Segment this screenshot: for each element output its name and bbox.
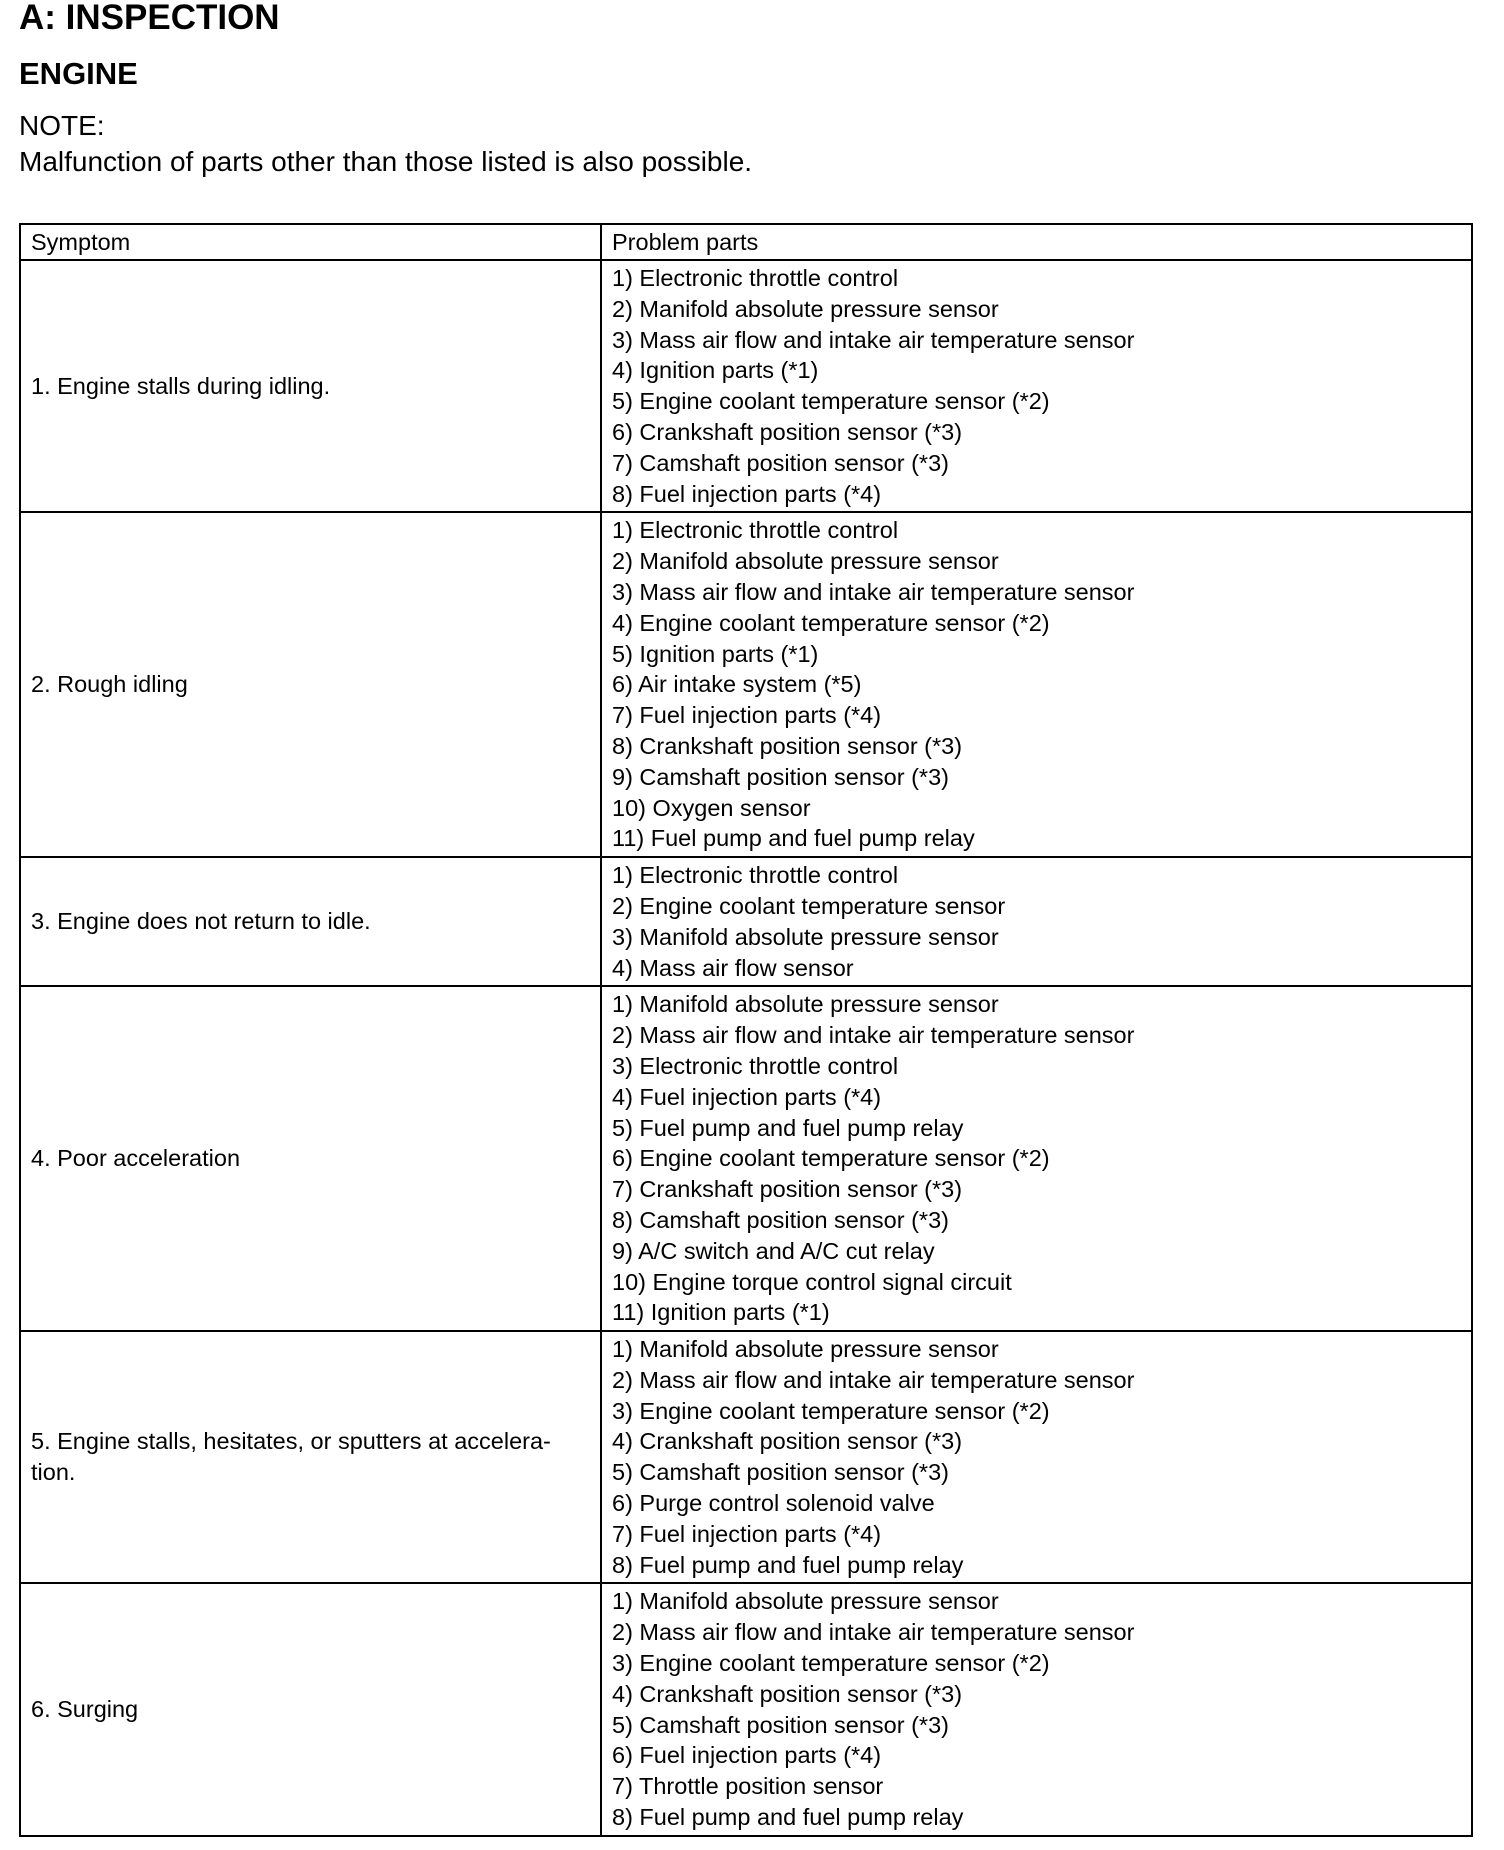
section-heading: A: INSPECTION	[19, 0, 280, 37]
list-item: 8) Crankshaft position sensor (*3)	[612, 732, 963, 759]
list-item: 2) Engine coolant temperature sensor	[612, 892, 1006, 919]
list-item: 4) Mass air flow sensor	[612, 954, 854, 981]
table-row	[20, 260, 1472, 512]
problem-parts-cell	[601, 512, 1472, 857]
list-item: 6) Engine coolant temperature sensor (*2)	[612, 1145, 1050, 1172]
list-item: 1) Manifold absolute pressure sensor	[612, 1588, 999, 1615]
list-item: 10) Oxygen sensor	[612, 794, 811, 821]
problem-parts-cell	[601, 986, 1472, 1331]
list-item: 6) Air intake system (*5)	[612, 671, 862, 698]
list-item: 7) Throttle position sensor	[612, 1773, 884, 1800]
table-row	[20, 1331, 1472, 1583]
list-item: 2) Mass air flow and intake air temperature sensor	[612, 1366, 1135, 1393]
list-item: 1) Electronic throttle control	[612, 517, 899, 544]
table-row	[20, 986, 1472, 1331]
header-symptom: Symptom	[20, 224, 601, 260]
list-item: 3) Mass air flow and intake air temperature sensor	[612, 326, 1135, 353]
list-item: 5) Ignition parts (*1)	[612, 640, 819, 667]
list-item: 2) Mass air flow and intake air temperature sensor	[612, 1619, 1135, 1646]
list-item: 8) Camshaft position sensor (*3)	[612, 1206, 949, 1233]
list-item: 1) Electronic throttle control	[612, 265, 899, 291]
symptom-line: 5. Engine stalls, hesitates, or sputters at accelera-	[31, 1428, 551, 1455]
table-row	[20, 512, 1472, 857]
symptom-cell: 1. Engine stalls during idling.	[20, 260, 601, 512]
problem-parts-cell	[601, 260, 1472, 512]
list-item: 10) Engine torque control signal circuit	[612, 1268, 1012, 1295]
list-item: 7) Crankshaft position sensor (*3)	[612, 1176, 963, 1203]
symptom-cell: 3. Engine does not return to idle.	[20, 857, 601, 986]
note-label: NOTE:	[19, 110, 105, 141]
list-item: 3) Mass air flow and intake air temperature sensor	[612, 578, 1135, 605]
list-item: 4) Crankshaft position sensor (*3)	[612, 1428, 963, 1455]
table-header-row	[20, 224, 1472, 260]
parts-list	[612, 860, 1461, 983]
list-item: 2) Mass air flow and intake air temperature sensor	[612, 1022, 1135, 1049]
parts-list	[612, 1586, 1461, 1832]
list-item: 2) Manifold absolute pressure sensor	[612, 295, 999, 322]
symptom-cell: 2. Rough idling	[20, 512, 601, 857]
list-item: 11) Ignition parts (*1)	[612, 1299, 830, 1326]
list-item: 9) A/C switch and A/C cut relay	[612, 1237, 935, 1264]
list-item: 7) Fuel injection parts (*4)	[612, 1520, 882, 1547]
note-text: Malfunction of parts other than those listed is also possible.	[19, 146, 753, 177]
list-item: 4) Fuel injection parts (*4)	[612, 1083, 882, 1110]
symptom-line: tion.	[31, 1459, 76, 1486]
list-item: 7) Fuel injection parts (*4)	[612, 702, 882, 729]
list-item: 6) Fuel injection parts (*4)	[612, 1742, 882, 1769]
list-item: 5) Camshaft position sensor (*3)	[612, 1459, 949, 1486]
parts-list	[612, 1334, 1461, 1580]
document-page	[19, 0, 1471, 180]
list-item: 3) Electronic throttle control	[612, 1052, 899, 1079]
list-item: 2) Manifold absolute pressure sensor	[612, 548, 999, 575]
list-item: 1) Manifold absolute pressure sensor	[612, 991, 999, 1018]
symptom-cell	[20, 1331, 601, 1583]
list-item: 3) Engine coolant temperature sensor (*2)	[612, 1397, 1050, 1424]
inspection-table	[19, 223, 1473, 1837]
list-item: 6) Purge control solenoid valve	[612, 1490, 935, 1517]
list-item: 11) Fuel pump and fuel pump relay	[612, 825, 975, 852]
table-row	[20, 1583, 1472, 1835]
list-item: 5) Engine coolant temperature sensor (*2)	[612, 388, 1050, 415]
list-item: 4) Crankshaft position sensor (*3)	[612, 1680, 963, 1707]
list-item: 5) Fuel pump and fuel pump relay	[612, 1114, 964, 1141]
list-item: 5) Camshaft position sensor (*3)	[612, 1711, 949, 1738]
list-item: 9) Camshaft position sensor (*3)	[612, 763, 949, 790]
symptom-cell: 6. Surging	[20, 1583, 601, 1835]
subsection-heading: ENGINE	[19, 56, 138, 91]
list-item: 6) Crankshaft position sensor (*3)	[612, 418, 963, 445]
list-item: 1) Electronic throttle control	[612, 862, 899, 889]
symptom-cell: 4. Poor acceleration	[20, 986, 601, 1331]
problem-parts-cell	[601, 1331, 1472, 1583]
parts-list	[612, 515, 1461, 854]
list-item: 3) Manifold absolute pressure sensor	[612, 923, 999, 950]
list-item: 8) Fuel pump and fuel pump relay	[612, 1551, 964, 1578]
list-item: 4) Engine coolant temperature sensor (*2)	[612, 609, 1050, 636]
list-item: 3) Engine coolant temperature sensor (*2)	[612, 1650, 1050, 1677]
table-row	[20, 857, 1472, 986]
header-problem-parts: Problem parts	[601, 224, 1472, 260]
parts-list	[612, 989, 1461, 1328]
problem-parts-cell	[601, 857, 1472, 986]
list-item: 8) Fuel pump and fuel pump relay	[612, 1804, 964, 1831]
list-item: 4) Ignition parts (*1)	[612, 357, 819, 384]
list-item: 1) Manifold absolute pressure sensor	[612, 1336, 999, 1363]
list-item: 8) Fuel injection parts (*4)	[612, 480, 882, 507]
parts-list	[612, 263, 1461, 509]
list-item: 7) Camshaft position sensor (*3)	[612, 449, 949, 476]
problem-parts-cell	[601, 1583, 1472, 1835]
